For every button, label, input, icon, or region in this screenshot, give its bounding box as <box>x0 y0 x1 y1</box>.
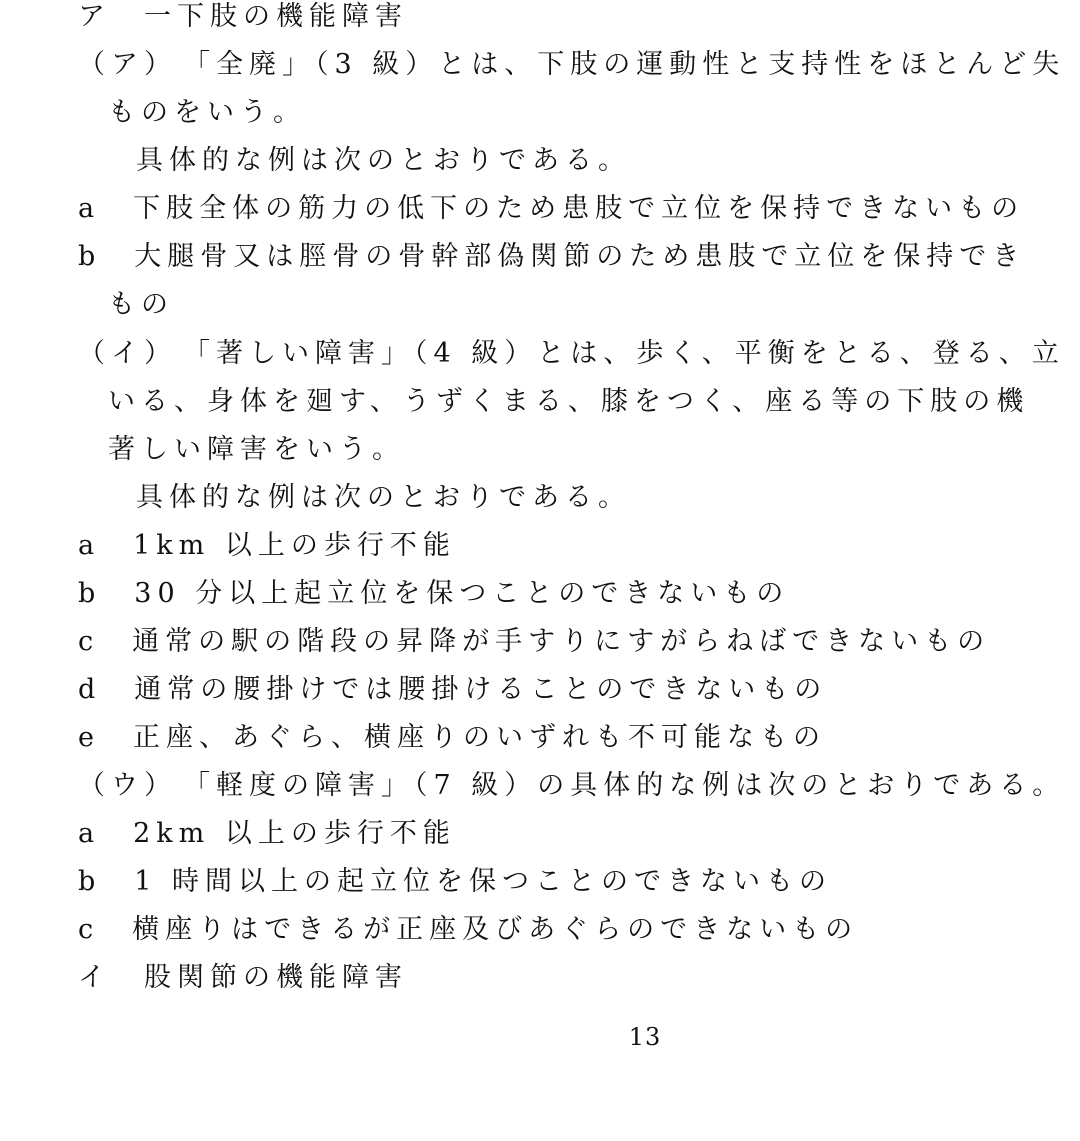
item-severe-impairment-continuation: 著しい障害をいう。 <box>108 434 405 465</box>
heading-hip-joint-dysfunction: イ 股関節の機能障害 <box>78 962 408 993</box>
example-item: d 通常の腰掛けでは腰掛けることのできないもの <box>78 674 828 705</box>
heading-lower-limb-dysfunction: ア 一下肢の機能障害 <box>78 1 408 32</box>
example-item: b 1 時間以上の起立位を保つことのできないもの <box>78 866 833 897</box>
item-severe-impairment-definition: （イ） 「著しい障害」（4 級）とは、歩く、平衡をとる、登る、立 <box>78 338 1065 369</box>
item-mild-impairment-definition: （ウ） 「軽度の障害」（7 級）の具体的な例は次のとおりである。 <box>78 770 1066 801</box>
example-item: a 下肢全体の筋力の低下のため患肢で立位を保持できないもの <box>78 193 1025 224</box>
examples-intro: 具体的な例は次のとおりである。 <box>136 482 631 513</box>
example-item-continuation: もの <box>108 289 174 320</box>
example-item: e 正座、あぐら、横座りのいずれも不可能なもの <box>78 722 826 753</box>
example-item: c 横座りはできるが正座及びあぐらのできないもの <box>78 914 859 945</box>
example-item: a 1km 以上の歩行不能 <box>78 530 456 561</box>
example-item: b 30 分以上起立位を保つことのできないもの <box>78 578 790 609</box>
item-total-loss-continuation: ものをいう。 <box>108 97 306 128</box>
page-number: 13 <box>628 1023 662 1051</box>
example-item: b 大腿骨又は脛骨の骨幹部偽関節のため患肢で立位を保持でき <box>78 241 1026 272</box>
examples-intro: 具体的な例は次のとおりである。 <box>136 145 631 176</box>
item-total-loss-definition: （ア） 「全廃」（3 級）とは、下肢の運動性と支持性をほとんど失 <box>78 49 1066 80</box>
example-item: c 通常の駅の階段の昇降が手すりにすがらねばできないもの <box>78 626 991 657</box>
example-item: a 2km 以上の歩行不能 <box>78 818 456 849</box>
item-severe-impairment-continuation: いる、身体を廻す、うずくまる、膝をつく、座る等の下肢の機 <box>108 386 1030 417</box>
